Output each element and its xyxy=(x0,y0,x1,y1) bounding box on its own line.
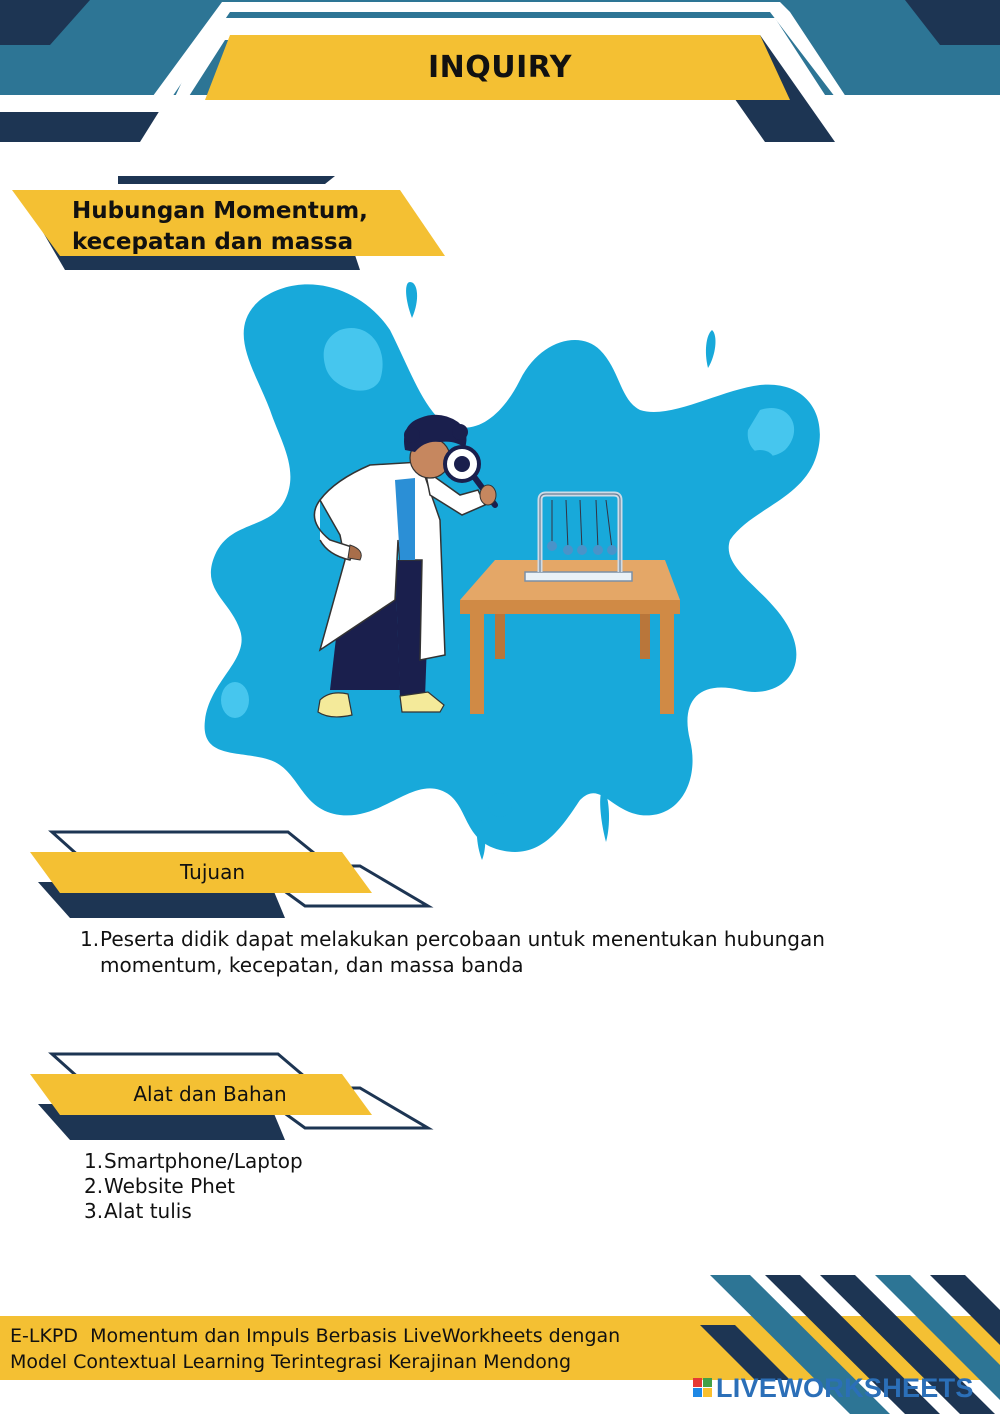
footer-line1: E-LKPD Momentum dan Impuls Berbasis LiveWorkheets dengan xyxy=(10,1325,621,1347)
list-item xyxy=(84,1198,484,1223)
topic-title-line1: Hubungan Momentum, xyxy=(72,198,368,224)
alat-item-text: Alat tulis xyxy=(104,1199,192,1223)
alat-item-text: Website Phet xyxy=(104,1174,235,1198)
tujuan-item-line1: Peserta didik dapat melakukan percobaan untuk menentukan hubungan xyxy=(100,927,825,951)
footer-line2: Model Contextual Learning Terintegrasi Kerajinan Mendong xyxy=(10,1351,572,1373)
list-number: 3. xyxy=(84,1199,104,1223)
tujuan-item-line2: momentum, kecepatan, dan massa banda xyxy=(100,953,524,977)
tujuan-list xyxy=(80,926,940,978)
tujuan-heading: Tujuan xyxy=(179,860,246,884)
list-number: 1. xyxy=(80,927,100,951)
list-item xyxy=(84,1148,484,1173)
page-title: INQUIRY xyxy=(428,50,572,85)
alat-list xyxy=(84,1148,484,1223)
liveworksheets-logo[interactable]: LIVEWORKSHEETS xyxy=(716,1373,974,1403)
topic-title xyxy=(72,196,392,258)
list-number: 1. xyxy=(84,1149,104,1173)
topic-title-line2: kecepatan dan massa xyxy=(72,229,354,255)
footer-caption xyxy=(10,1323,730,1375)
list-number: 2. xyxy=(84,1174,104,1198)
alat-heading: Alat dan Bahan xyxy=(133,1082,287,1106)
list-item xyxy=(84,1173,484,1198)
list-item xyxy=(80,926,940,978)
alat-item-text: Smartphone/Laptop xyxy=(104,1149,303,1173)
